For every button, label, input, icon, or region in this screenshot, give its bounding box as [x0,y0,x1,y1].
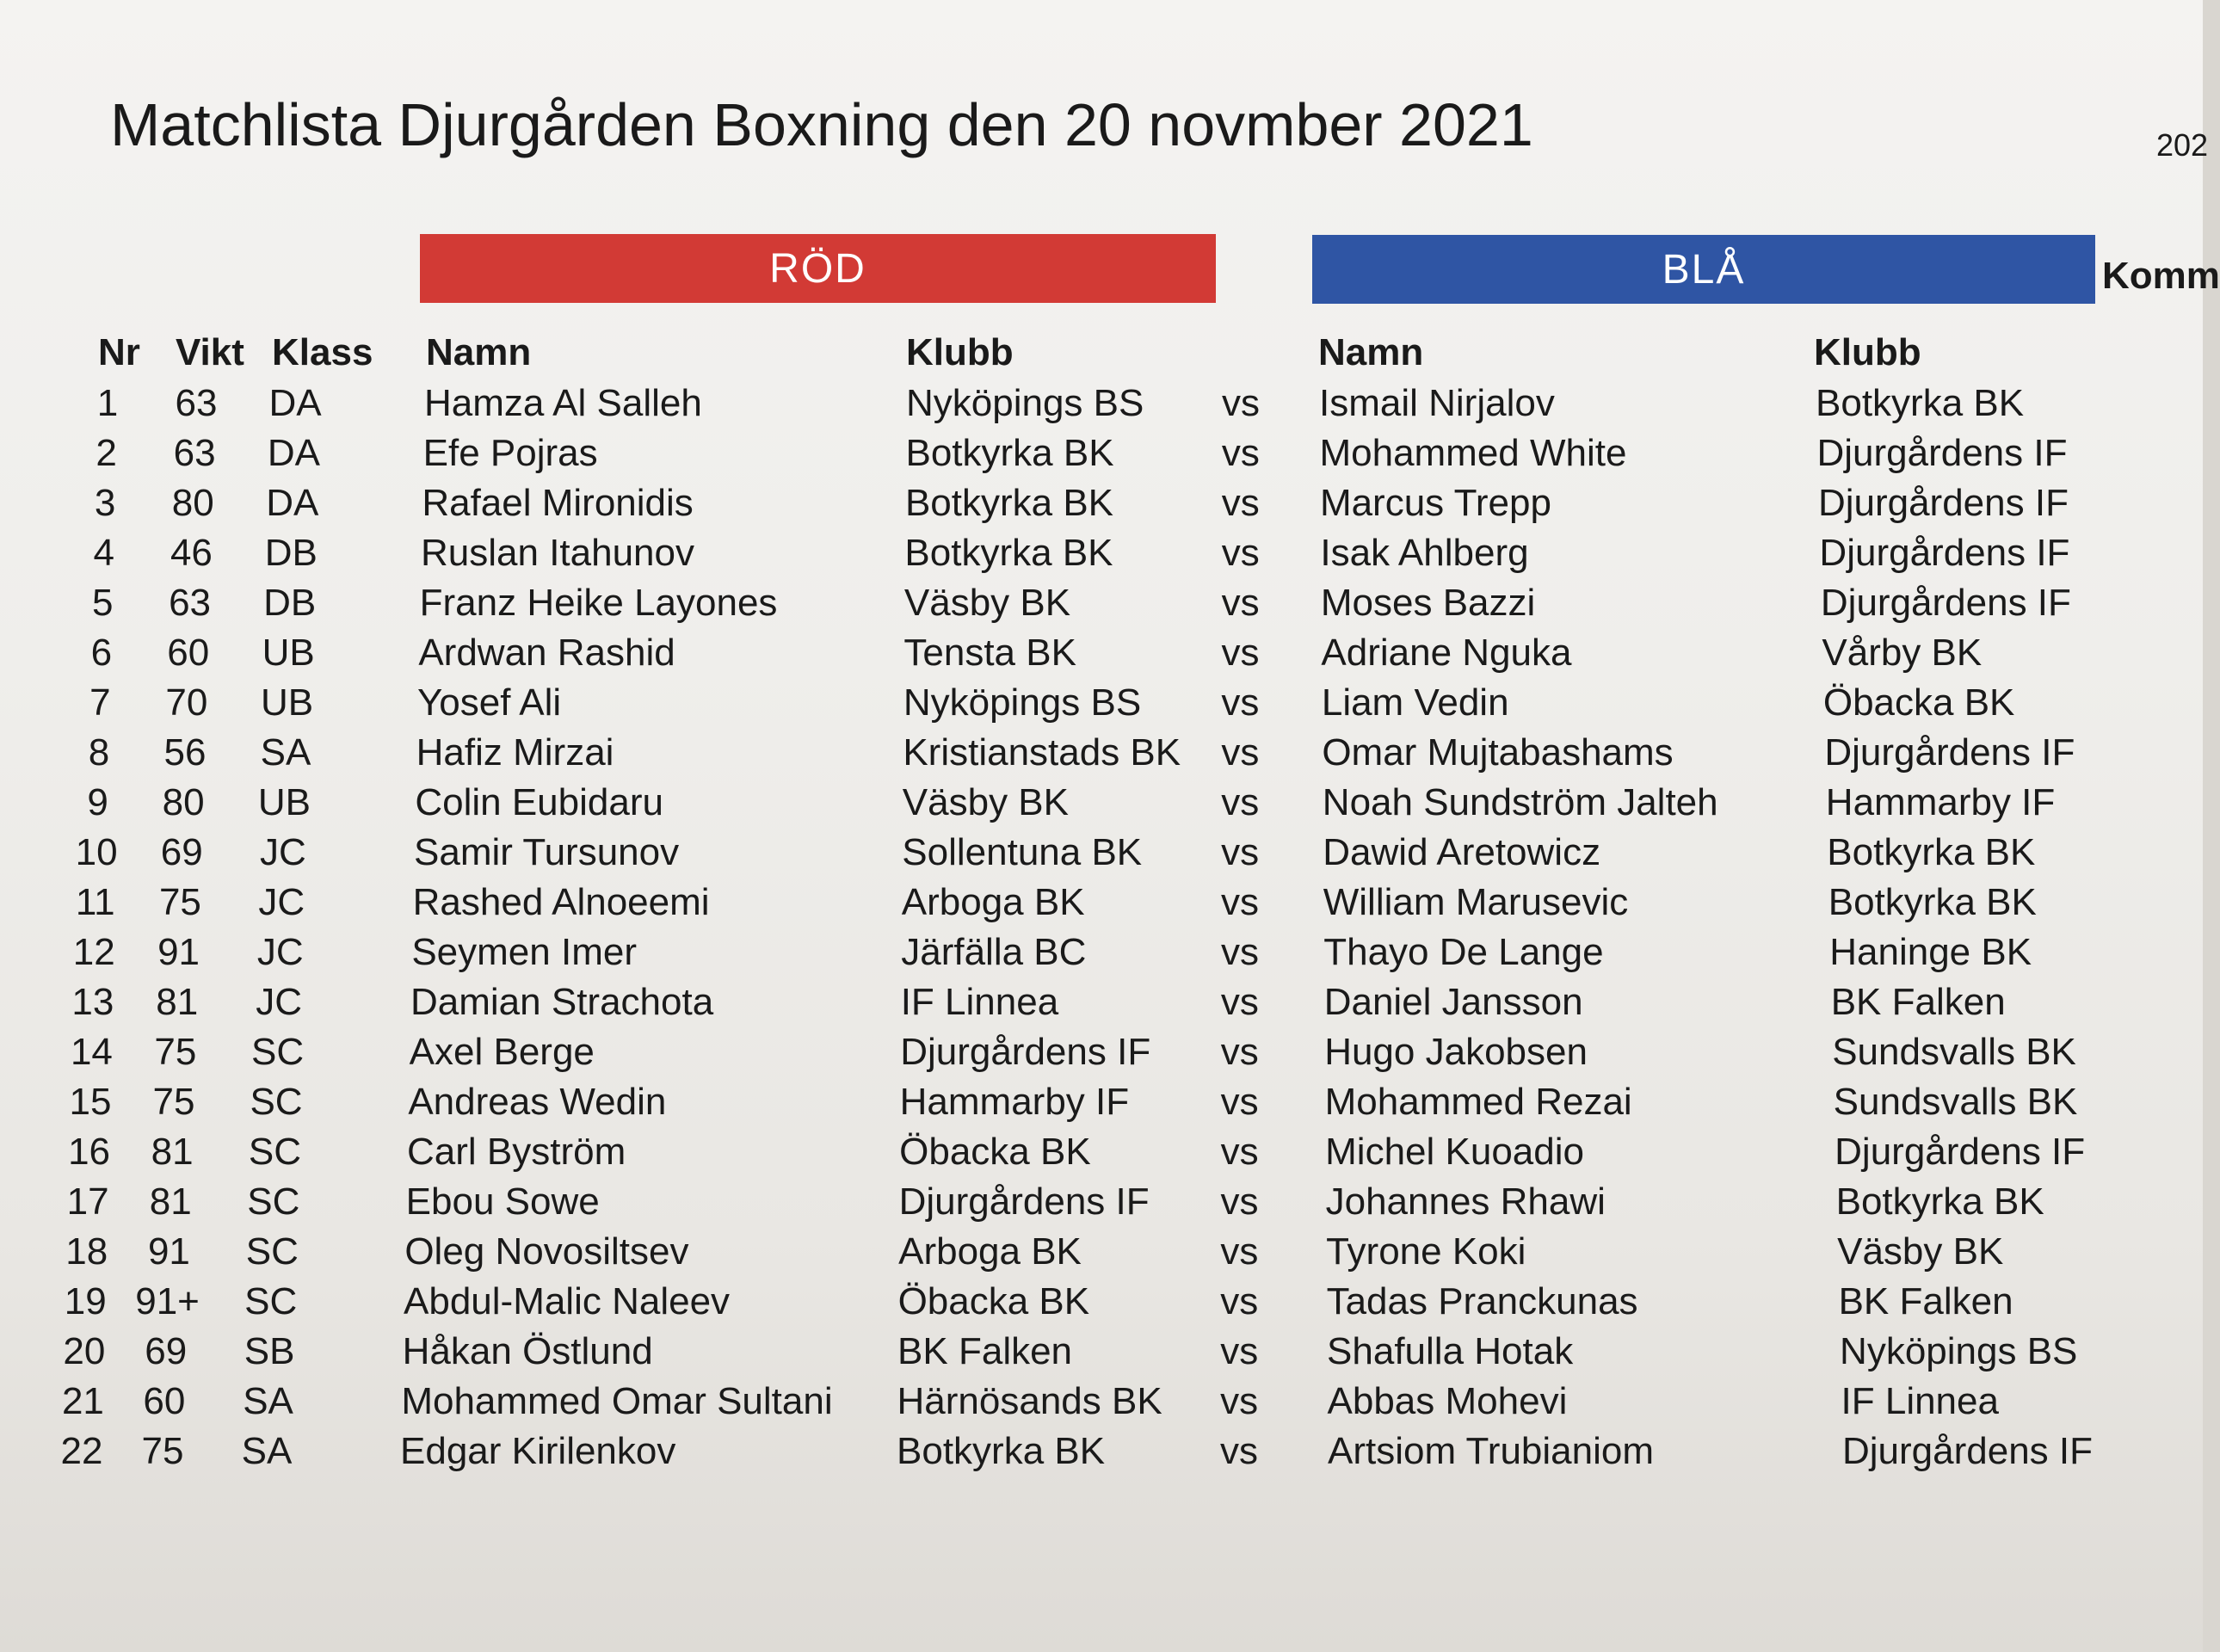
match-vikt: 63 [175,382,218,424]
blue-boxer-club: Botkyrka BK [1816,382,2025,424]
table-row [0,379,2203,428]
match-vikt: 60 [167,632,210,674]
match-vikt: 81 [151,1131,194,1173]
match-vikt: 63 [169,582,212,624]
blue-boxer-club: Djurgårdens IF [1824,731,2075,774]
red-boxer-name: Franz Heike Layones [419,582,778,624]
table-row [0,1427,2203,1476]
blue-boxer-club: Djurgårdens IF [1816,432,2068,474]
red-boxer-name: Rashed Alnoeemi [412,881,710,923]
blue-boxer-name: Omar Mujtabashams [1322,731,1674,774]
blue-boxer-club: BK Falken [1830,981,2006,1023]
blue-boxer-club: Botkyrka BK [1827,831,2036,873]
match-klass: SC [250,1081,303,1123]
blue-boxer-club: Djurgårdens IF [1842,1430,2094,1472]
blue-boxer-club: Djurgårdens IF [1820,582,2071,624]
table-row [0,1227,2203,1277]
blue-corner-band [1312,235,2095,304]
red-boxer-club: Hammarby IF [899,1081,1130,1123]
match-nr: 12 [72,931,115,973]
table-row [0,828,2203,878]
blue-boxer-name: Ismail Nirjalov [1319,382,1555,424]
vs-label: vs [1221,881,1260,923]
vs-label: vs [1220,1430,1258,1472]
page-title: Matchlista Djurgården Boxning den 20 novmber 2021 [110,91,1533,158]
red-boxer-name: Efe Pojras [422,432,598,474]
match-vikt: 91 [157,931,200,973]
blue-boxer-name: Shafulla Hotak [1327,1330,1574,1372]
red-boxer-name: Damian Strachota [410,981,714,1023]
match-vikt: 81 [156,981,199,1023]
red-boxer-club: Djurgårdens IF [898,1180,1150,1223]
match-nr: 22 [60,1430,103,1472]
vs-label: vs [1220,1230,1259,1273]
match-vikt: 75 [158,881,201,923]
blue-boxer-club: Nyköpings BS [1840,1330,2078,1372]
vs-label: vs [1222,382,1260,424]
match-vikt: 75 [152,1081,195,1123]
corner-year-fragment: 202 [2156,127,2209,163]
match-klass: UB [257,781,311,823]
vs-label: vs [1220,1081,1259,1123]
blue-boxer-name: Artsiom Trubianiom [1328,1430,1655,1472]
match-vikt: 56 [163,731,207,774]
vs-label: vs [1221,532,1260,574]
header-red-club: Klubb [906,331,1014,373]
match-vikt: 91 [147,1230,190,1273]
blue-boxer-club: Djurgårdens IF [1819,532,2070,574]
match-nr: 14 [70,1031,113,1073]
match-klass: DB [264,532,318,574]
match-klass: DA [267,432,320,474]
blue-boxer-name: Noah Sundström Jalteh [1322,781,1718,823]
red-boxer-name: Seymen Imer [411,931,637,973]
red-boxer-name: Hamza Al Salleh [424,382,702,424]
vs-label: vs [1221,781,1260,823]
match-nr: 8 [88,731,110,774]
match-klass: DB [263,582,317,624]
blue-boxer-name: Mohammed White [1319,432,1627,474]
blue-boxer-name: Abbas Mohevi [1327,1380,1568,1422]
vs-label: vs [1221,831,1260,873]
red-corner-band [420,234,1216,303]
match-klass: UB [261,681,314,724]
table-row [0,1277,2203,1327]
vs-label: vs [1221,582,1260,624]
blue-boxer-club: Sundsvalls BK [1833,1081,2078,1123]
header-nr: Nr [98,331,140,373]
table-row [0,428,2203,478]
match-vikt: 75 [141,1430,184,1472]
match-klass: DA [268,382,322,424]
match-klass: SC [248,1131,301,1173]
match-nr: 20 [63,1330,106,1372]
red-boxer-club: Härnösands BK [897,1380,1162,1422]
match-vikt: 81 [149,1180,192,1223]
match-klass: JC [259,831,306,873]
vs-label: vs [1220,1131,1259,1173]
blue-boxer-name: Tyrone Koki [1326,1230,1526,1273]
red-boxer-club: Nyköpings BS [903,681,1142,724]
table-row [0,478,2203,528]
match-klass: SC [244,1280,298,1322]
match-vikt: 60 [143,1380,186,1422]
red-boxer-name: Edgar Kirilenkov [400,1430,676,1472]
match-nr: 1 [96,382,119,424]
red-boxer-name: Oleg Novosiltsev [404,1230,689,1273]
blue-boxer-name: Moses Bazzi [1320,582,1536,624]
blue-boxer-club: Väsby BK [1837,1230,2004,1273]
red-boxer-club: Väsby BK [903,582,1071,624]
match-vikt: 91+ [135,1280,200,1322]
red-boxer-name: Håkan Östlund [402,1330,653,1372]
match-nr: 18 [65,1230,108,1273]
blue-boxer-club: BK Falken [1838,1280,2013,1322]
blue-boxer-name: Liam Vedin [1321,681,1509,724]
match-nr: 10 [75,831,118,873]
red-boxer-name: Ebou Sowe [405,1180,600,1223]
blue-boxer-club: Vårby BK [1822,632,1983,674]
match-nr: 4 [93,532,114,574]
match-klass: JC [256,981,303,1023]
match-nr: 11 [75,881,115,923]
red-boxer-name: Yosef Ali [417,681,562,724]
red-boxer-club: Kristianstads BK [903,731,1181,774]
vs-label: vs [1220,1330,1259,1372]
red-boxer-club: Arboga BK [901,881,1085,923]
vs-label: vs [1221,632,1260,674]
red-boxer-club: Arboga BK [898,1230,1082,1273]
vs-label: vs [1221,482,1260,524]
vs-label: vs [1221,731,1260,774]
blue-boxer-club: Djurgårdens IF [1835,1131,2086,1173]
blue-boxer-name: Dawid Aretowicz [1323,831,1601,873]
red-boxer-name: Ruslan Itahunov [421,532,694,574]
blue-boxer-name: William Marusevic [1323,881,1629,923]
match-klass: JC [258,881,305,923]
red-boxer-club: Botkyrka BK [897,1430,1106,1472]
match-nr: 15 [69,1081,112,1123]
blue-boxer-name: Marcus Trepp [1319,482,1551,524]
vs-label: vs [1220,1031,1259,1073]
blue-boxer-name: Tadas Pranckunas [1326,1280,1638,1322]
red-boxer-name: Abdul-Malic Naleev [404,1280,731,1322]
match-klass: SC [251,1031,305,1073]
header-klass: Klass [272,331,373,373]
match-klass: SA [243,1380,293,1422]
red-boxer-club: Botkyrka BK [905,432,1114,474]
red-boxer-club: Nyköpings BS [906,382,1144,424]
match-klass: SA [260,731,311,774]
match-vikt: 80 [171,482,214,524]
blue-boxer-club: Hammarby IF [1825,781,2056,823]
match-klass: JC [256,931,304,973]
table-row [0,578,2203,628]
table-row [0,528,2203,578]
red-boxer-name: Hafiz Mirzai [416,731,614,774]
blue-boxer-name: Hugo Jakobsen [1324,1031,1588,1073]
red-boxer-club: Öbacka BK [899,1131,1091,1173]
table-row [0,628,2203,678]
match-klass: UB [262,632,315,674]
table-row [0,1077,2203,1127]
red-boxer-club: Sollentuna BK [902,831,1143,873]
blue-boxer-club: IF Linnea [1841,1380,1999,1422]
table-row [0,1127,2203,1177]
match-nr: 16 [68,1131,111,1173]
blue-boxer-name: Michel Kuoadio [1325,1131,1584,1173]
vs-label: vs [1220,1280,1259,1322]
match-nr: 17 [66,1180,109,1223]
red-boxer-club: BK Falken [897,1330,1073,1372]
match-klass: DA [266,482,319,524]
vs-label: vs [1220,1380,1259,1422]
red-boxer-club: Öbacka BK [897,1280,1090,1322]
red-boxer-club: Botkyrka BK [904,532,1113,574]
red-boxer-name: Mohammed Omar Sultani [401,1380,833,1422]
red-corner-label: RÖD [769,245,866,292]
match-klass: SC [247,1180,300,1223]
blue-boxer-club: Djurgårdens IF [1817,482,2069,524]
blue-boxer-club: Haninge BK [1829,931,2032,973]
blue-boxer-club: Botkyrka BK [1828,881,2037,923]
blue-boxer-club: Öbacka BK [1822,681,2015,724]
table-row [0,1027,2203,1077]
blue-boxer-name: Adriane Nguka [1321,632,1572,674]
table-row [0,1327,2203,1377]
match-vikt: 69 [160,831,203,873]
match-nr: 7 [89,681,111,724]
blue-boxer-club: Sundsvalls BK [1832,1031,2076,1073]
red-boxer-club: IF Linnea [900,981,1059,1023]
vs-label: vs [1220,1180,1259,1223]
blue-boxer-name: Thayo De Lange [1323,931,1604,973]
komm-header: Komm [2102,255,2220,297]
vs-label: vs [1220,981,1259,1023]
match-nr: 2 [96,432,117,474]
match-nr: 19 [64,1280,107,1322]
table-row [0,1177,2203,1227]
blue-boxer-name: Johannes Rhawi [1325,1180,1606,1223]
match-list [0,379,2203,1476]
red-boxer-name: Ardwan Rashid [418,632,675,674]
table-row [0,878,2203,928]
red-boxer-club: Djurgårdens IF [900,1031,1151,1073]
match-klass: SB [244,1330,295,1372]
match-vikt: 69 [145,1330,188,1372]
table-row [0,728,2203,778]
blue-corner-label: BLÅ [1662,246,1746,293]
vs-label: vs [1220,931,1259,973]
table-row [0,678,2203,728]
red-boxer-club: Botkyrka BK [904,482,1114,524]
match-klass: SA [241,1430,293,1472]
blue-boxer-club: Botkyrka BK [1835,1180,2044,1223]
header-blue-name: Namn [1318,331,1424,373]
red-boxer-club: Väsby BK [902,781,1070,823]
red-boxer-name: Samir Tursunov [414,831,680,873]
blue-boxer-name: Daniel Jansson [1323,981,1583,1023]
match-vikt: 75 [154,1031,197,1073]
match-klass: SC [245,1230,299,1273]
match-nr: 21 [61,1380,104,1422]
red-boxer-name: Carl Byström [407,1131,626,1173]
header-vikt: Vikt [176,331,244,373]
red-boxer-name: Colin Eubidaru [415,781,663,823]
blue-boxer-name: Isak Ahlberg [1320,532,1529,574]
table-row [0,928,2203,977]
red-boxer-club: Tensta BK [903,632,1076,674]
red-boxer-name: Rafael Mironidis [422,482,694,524]
match-nr: 6 [90,632,113,674]
header-blue-club: Klubb [1814,331,1921,373]
match-vikt: 70 [165,681,208,724]
vs-label: vs [1221,432,1260,474]
table-row [0,778,2203,828]
match-nr: 3 [94,482,116,524]
red-boxer-club: Järfälla BC [901,931,1087,973]
match-vikt: 63 [173,432,216,474]
red-boxer-name: Andreas Wedin [408,1081,667,1123]
blue-boxer-name: Mohammed Rezai [1324,1081,1632,1123]
vs-label: vs [1221,681,1260,724]
header-red-name: Namn [426,331,532,373]
match-vikt: 46 [170,532,213,574]
red-boxer-name: Axel Berge [409,1031,595,1073]
table-row [0,1377,2203,1427]
table-row [0,977,2203,1027]
match-vikt: 80 [162,781,205,823]
match-nr: 9 [87,781,108,823]
match-nr: 5 [92,582,114,624]
match-nr: 13 [71,981,114,1023]
